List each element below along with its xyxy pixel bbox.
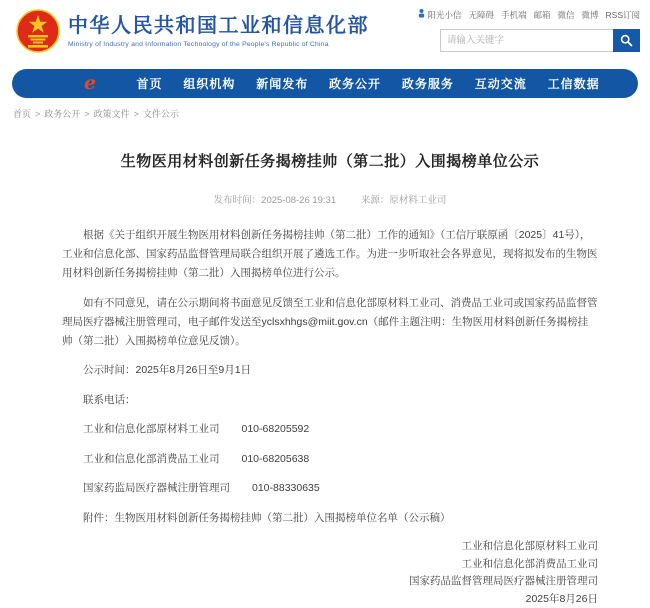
contact-row-raw-materials bbox=[62, 420, 598, 439]
signature-dept: 工业和信息化部消费品工业司 bbox=[62, 556, 598, 574]
site-brand[interactable] bbox=[16, 9, 369, 53]
search-icon bbox=[620, 34, 633, 47]
miit-e-logo-icon: e bbox=[84, 74, 96, 93]
contact-row-consumer-goods bbox=[62, 450, 598, 469]
site-title: 中华人民共和国工业和信息化部 bbox=[68, 14, 369, 38]
article-source: 来源：原材料工业司 bbox=[361, 195, 447, 206]
signature-dept: 国家药品监督管理局医疗器械注册管理司 bbox=[62, 573, 598, 591]
search-button[interactable] bbox=[613, 29, 640, 52]
article-title: 生物医用材料创新任务揭榜挂帅（第二批）入围揭榜单位公示 bbox=[62, 150, 598, 171]
main-nav bbox=[12, 69, 638, 98]
contact-phone: 010-68205638 bbox=[242, 453, 310, 465]
article-meta bbox=[62, 192, 598, 206]
national-emblem-icon bbox=[16, 9, 60, 53]
breadcrumb-current-page: 文件公示 bbox=[143, 107, 179, 120]
site-header bbox=[0, 0, 650, 64]
contact-label: 联系电话： bbox=[62, 391, 598, 410]
breadcrumb-separator: > bbox=[84, 109, 89, 119]
attachment-line: 附件：生物医用材料创新任务揭榜挂帅（第二批）入围揭榜单位名单（公示稿） bbox=[62, 509, 598, 528]
top-links bbox=[440, 9, 640, 21]
publicity-period: 公示时间：2025年8月26日至9月1日 bbox=[62, 361, 598, 380]
contact-name: 工业和信息化部消费品工业司 bbox=[83, 453, 220, 465]
contact-phone: 010-88330635 bbox=[252, 482, 320, 494]
contact-name: 国家药监局医疗器械注册管理司 bbox=[83, 482, 230, 494]
article bbox=[0, 150, 650, 608]
breadcrumb-separator: > bbox=[134, 109, 139, 119]
breadcrumb-separator: > bbox=[35, 109, 40, 119]
top-link-mobile[interactable]: 手机端 bbox=[501, 9, 527, 21]
nav-item-home[interactable]: 首页 bbox=[137, 75, 163, 92]
breadcrumb-gov-disclosure[interactable]: 政务公开 bbox=[44, 107, 80, 120]
site-subtitle: Ministry of Industry and Information Technology of the People's Republic of China bbox=[68, 41, 369, 48]
nav-items bbox=[96, 75, 638, 92]
breadcrumb bbox=[13, 107, 650, 120]
top-link-rss[interactable]: RSS订阅 bbox=[606, 9, 640, 21]
signature-block bbox=[62, 538, 598, 608]
nav-item-news[interactable]: 新闻发布 bbox=[256, 75, 308, 92]
nav-item-interaction[interactable]: 互动交流 bbox=[475, 75, 527, 92]
publish-time: 发布时间：2025-08-26 19:31 bbox=[214, 195, 337, 206]
top-link-accessibility[interactable]: 无障碍 bbox=[468, 9, 494, 21]
signature-date: 2025年8月26日 bbox=[62, 591, 598, 608]
brand-text bbox=[68, 14, 369, 48]
paragraph-feedback: 如有不同意见，请在公示期间将书面意见反馈至工业和信息化部原材料工业司、消费品工业司或国家药品监督管理局医疗器械注册管理司，电子邮件发送至yclsxhhgs@miit.gov.cn（邮件主题注明：生物医用材料创新任务揭榜挂帅（第二批）入围揭榜单位意见反馈）。 bbox=[62, 294, 598, 351]
nav-item-gov-disclosure[interactable]: 政务公开 bbox=[329, 75, 381, 92]
nav-item-organization[interactable]: 组织机构 bbox=[183, 75, 235, 92]
top-link-wechat[interactable]: 微信 bbox=[557, 9, 574, 21]
contact-phone: 010-68205592 bbox=[242, 423, 310, 435]
contact-name: 工业和信息化部原材料工业司 bbox=[83, 423, 220, 435]
nav-item-data[interactable]: 工信数据 bbox=[548, 75, 600, 92]
article-body bbox=[62, 226, 598, 528]
nav-item-gov-services[interactable]: 政务服务 bbox=[402, 75, 454, 92]
top-link-weibo[interactable]: 微博 bbox=[582, 9, 599, 21]
paragraph-basis: 根据《关于组织开展生物医用材料创新任务揭榜挂帅（第二批）工作的通知》（工信厅联原函〔2025〕41号），工业和信息化部、国家药品监督管理局联合组织开展了遴选工作。为进一步听取社会各界意见，现将拟发布的生物医用材料创新任务揭榜挂帅（第二批）入围揭榜单位进行公示。 bbox=[62, 226, 598, 283]
search-input[interactable] bbox=[440, 29, 613, 52]
breadcrumb-home[interactable]: 首页 bbox=[13, 107, 31, 120]
top-link-sunshine[interactable]: 阳光小信 bbox=[418, 9, 461, 21]
search-bar bbox=[440, 29, 640, 52]
contact-row-nmpa bbox=[62, 479, 598, 498]
feedback-email: yclsxhhgs@miit.gov.cn bbox=[262, 316, 368, 328]
sunshine-icon bbox=[418, 9, 425, 18]
top-link-mail[interactable]: 邮箱 bbox=[533, 9, 550, 21]
header-right bbox=[440, 9, 640, 52]
breadcrumb-policy-files[interactable]: 政策文件 bbox=[94, 107, 130, 120]
signature-dept: 工业和信息化部原材料工业司 bbox=[62, 538, 598, 556]
